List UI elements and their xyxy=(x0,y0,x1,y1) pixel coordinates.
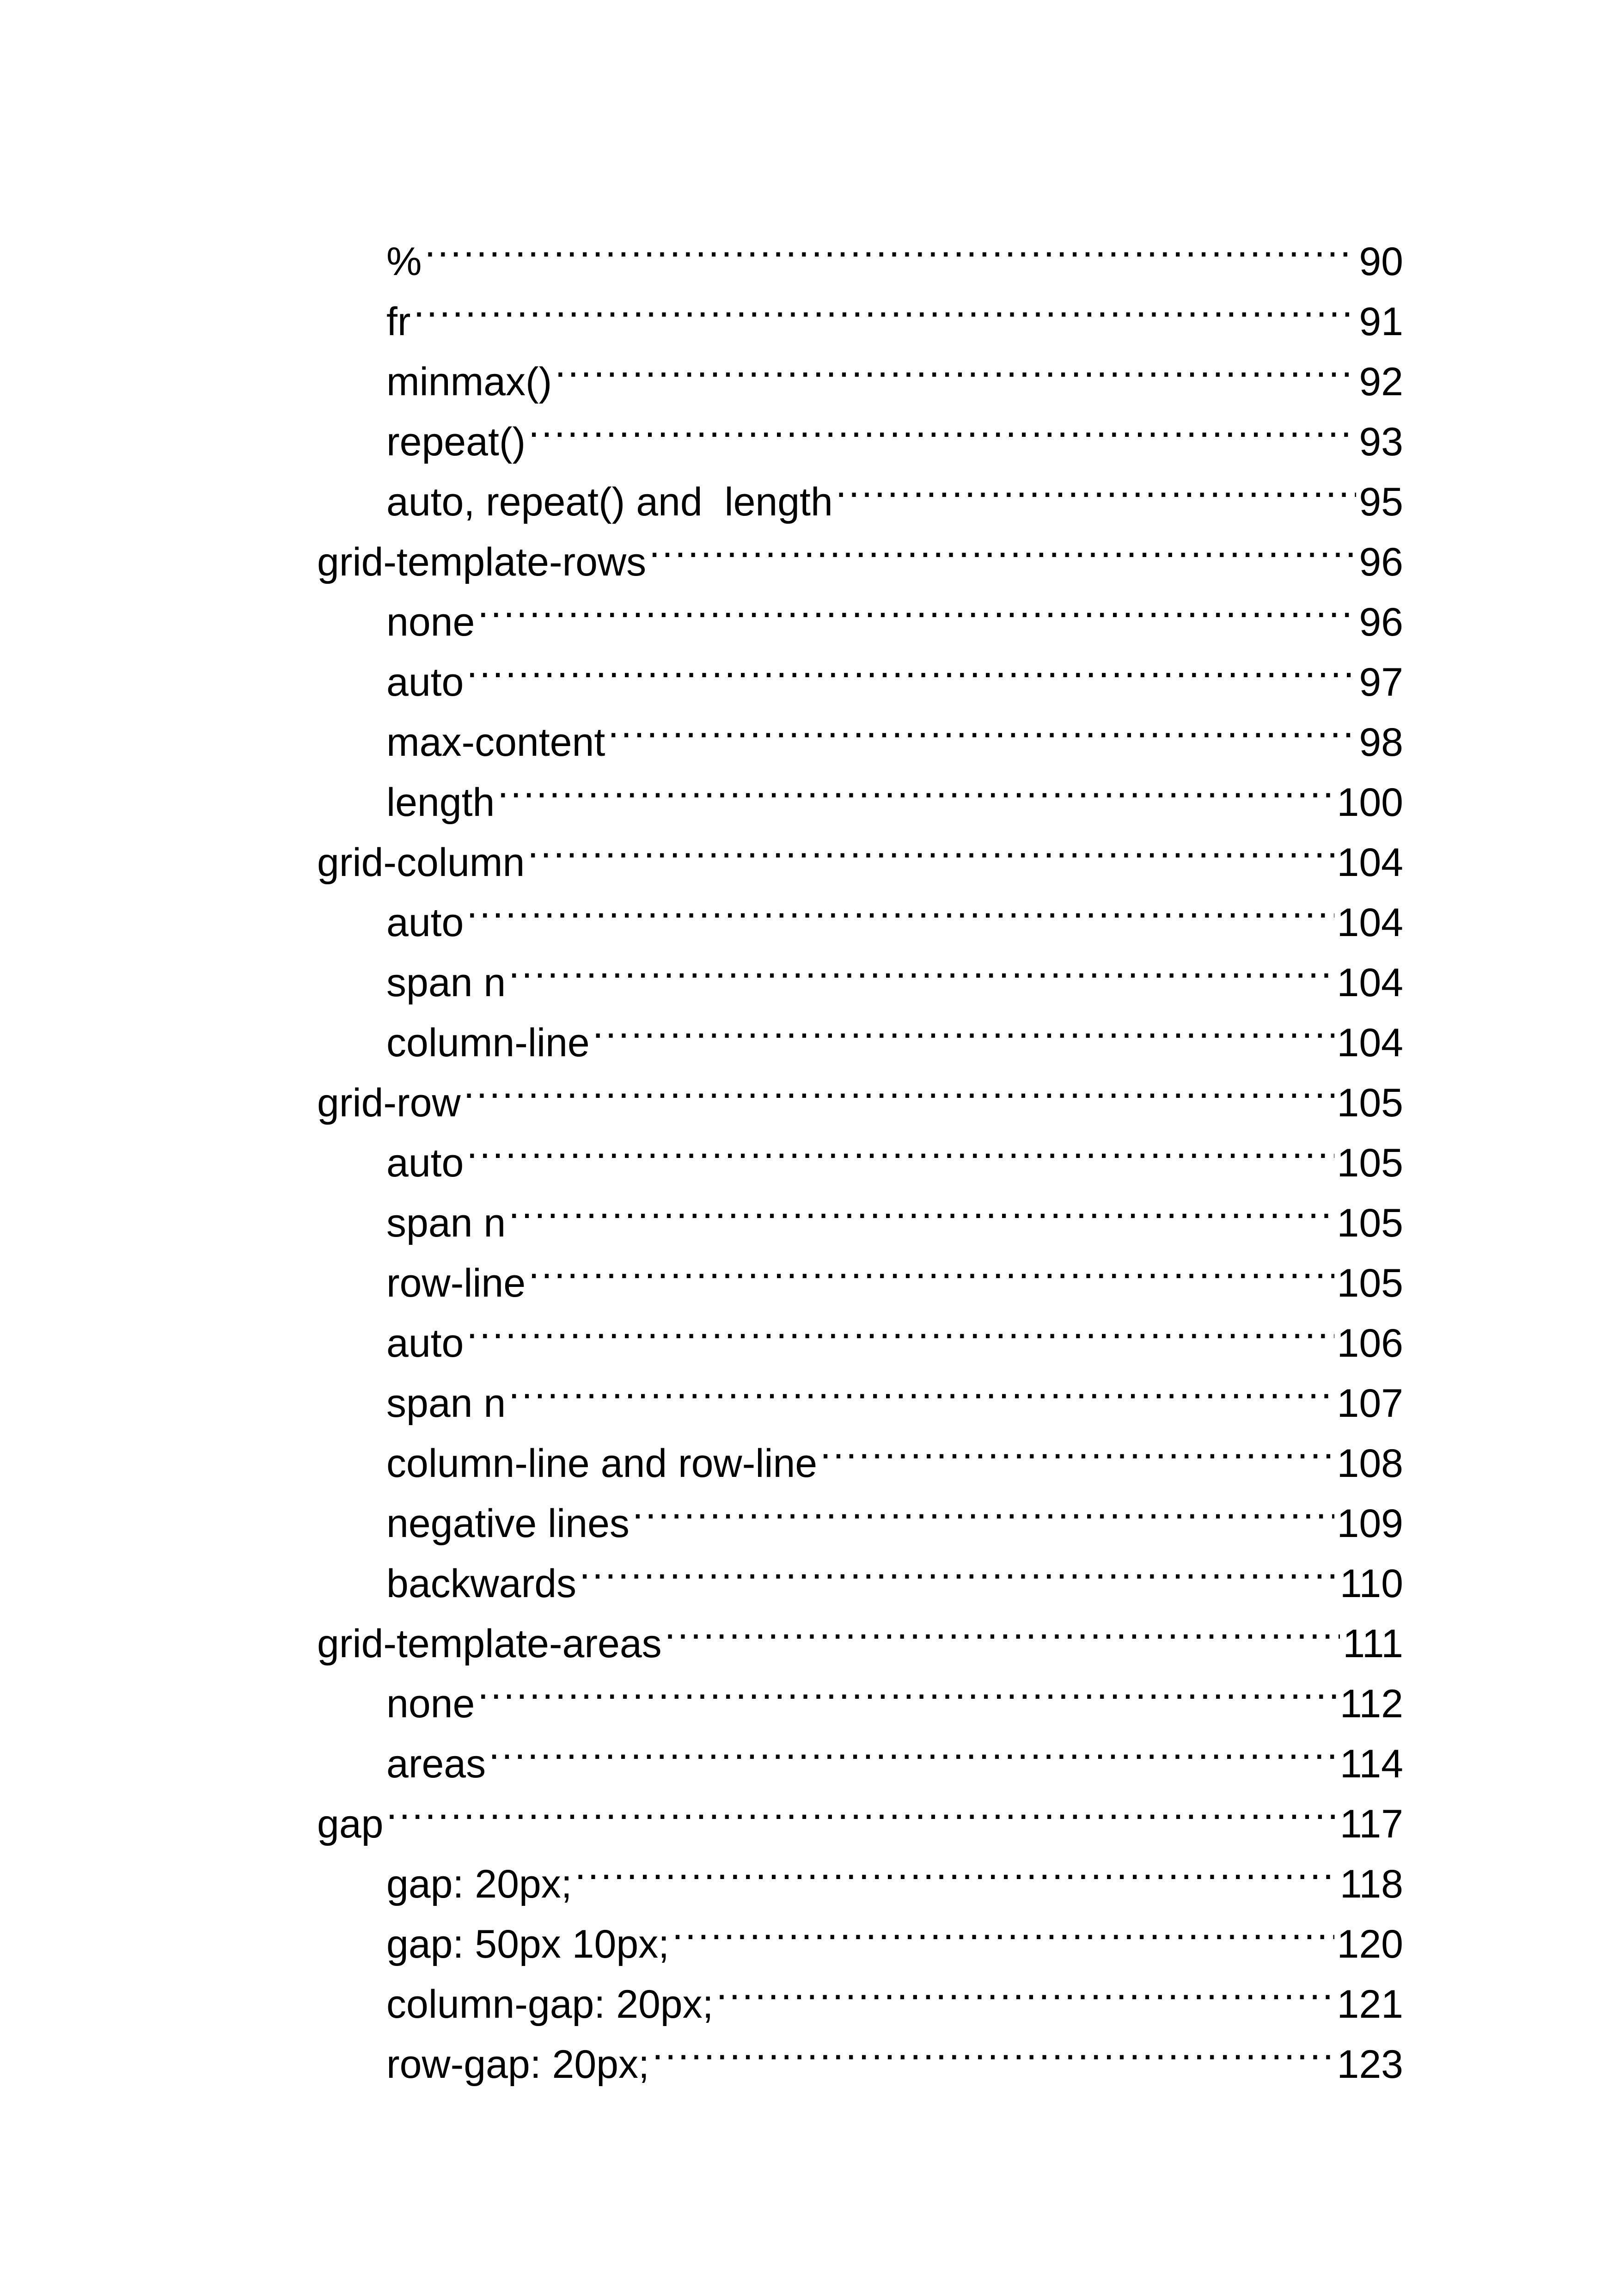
toc-entry[interactable] xyxy=(317,275,1403,344)
dot-leader xyxy=(716,1958,1334,2018)
toc-entry-label: areas xyxy=(386,1742,486,1786)
toc-page-number: 120 xyxy=(1337,1922,1403,1966)
dot-leader xyxy=(466,1297,1334,1357)
toc-entry-label: max-content xyxy=(386,720,605,765)
toc-entry-label: gap xyxy=(317,1802,384,1846)
toc-page-number: 107 xyxy=(1337,1381,1403,1426)
toc-page-number: 90 xyxy=(1359,239,1403,284)
toc-page-number: 98 xyxy=(1359,720,1403,765)
dot-leader xyxy=(672,1898,1334,1958)
toc-entry-label: % xyxy=(386,239,422,284)
dot-leader xyxy=(386,1777,1337,1837)
toc-page-number: 104 xyxy=(1337,961,1403,1005)
dot-leader xyxy=(466,876,1334,936)
toc-entry-label: auto xyxy=(386,660,464,704)
dot-leader xyxy=(477,1657,1337,1717)
toc-page-number: 96 xyxy=(1359,600,1403,644)
toc-entry[interactable] xyxy=(317,576,1403,644)
toc-entry-label: column-line and row-line xyxy=(386,1441,818,1486)
dot-leader xyxy=(477,576,1356,636)
toc-entry[interactable] xyxy=(317,876,1403,945)
toc-entry-label: length xyxy=(386,780,495,825)
dot-leader xyxy=(489,1717,1337,1777)
toc-page-number: 121 xyxy=(1337,1982,1403,2027)
toc-entry[interactable] xyxy=(317,1657,1403,1726)
toc-page-number: 114 xyxy=(1339,1742,1403,1786)
dot-leader xyxy=(464,1056,1334,1116)
toc-section-entry[interactable] xyxy=(317,1056,1403,1125)
toc-page-number: 117 xyxy=(1339,1802,1403,1846)
toc-entry-label: negative lines xyxy=(386,1501,630,1546)
dot-leader xyxy=(508,1357,1334,1417)
toc-entry[interactable] xyxy=(317,636,1403,704)
toc-entry-label: none xyxy=(386,1682,475,1726)
table-of-contents xyxy=(317,215,1403,2087)
dot-leader xyxy=(528,395,1356,455)
dot-leader xyxy=(579,1537,1337,1597)
toc-page-number: 105 xyxy=(1337,1141,1403,1185)
toc-page-number: 92 xyxy=(1359,360,1403,404)
toc-page-number: 95 xyxy=(1359,480,1403,524)
toc-entry-label: backwards xyxy=(386,1561,577,1606)
toc-entry-label: grid-row xyxy=(317,1081,461,1125)
toc-page-number: 105 xyxy=(1337,1081,1403,1125)
toc-entry-label: auto xyxy=(386,1321,464,1365)
toc-entry-label: auto xyxy=(386,1141,464,1185)
dot-leader xyxy=(649,515,1356,576)
dot-leader xyxy=(593,996,1334,1056)
toc-entry-label: column-gap: 20px; xyxy=(386,1982,714,2027)
toc-page-number: 97 xyxy=(1359,660,1403,704)
dot-leader xyxy=(665,1597,1340,1657)
toc-page-number: 93 xyxy=(1359,420,1403,464)
toc-entry-label: span n xyxy=(386,1381,506,1426)
dot-leader xyxy=(497,756,1334,816)
dot-leader xyxy=(466,636,1356,696)
toc-page-number: 104 xyxy=(1337,1021,1403,1065)
toc-entry[interactable] xyxy=(317,1297,1403,1365)
toc-page-number: 104 xyxy=(1337,900,1403,945)
toc-page-number: 105 xyxy=(1337,1201,1403,1245)
toc-entry[interactable] xyxy=(317,1717,1403,1786)
toc-section-entry[interactable] xyxy=(317,1777,1403,1846)
toc-entry[interactable] xyxy=(317,936,1403,1005)
dot-leader xyxy=(632,1477,1334,1537)
toc-page-number: 110 xyxy=(1339,1561,1403,1606)
toc-entry[interactable] xyxy=(317,1357,1403,1426)
toc-page-number: 112 xyxy=(1339,1682,1403,1726)
dot-leader xyxy=(652,2018,1334,2078)
toc-page-number: 104 xyxy=(1337,840,1403,885)
toc-entry-label: grid-template-rows xyxy=(317,540,647,584)
dot-leader xyxy=(528,1237,1334,1297)
toc-page-number: 106 xyxy=(1337,1321,1403,1365)
toc-entry[interactable] xyxy=(317,215,1403,284)
toc-page-number: 96 xyxy=(1359,540,1403,584)
toc-page-number: 111 xyxy=(1343,1622,1403,1666)
toc-entry-label: fr xyxy=(386,300,411,344)
toc-entry-label: grid-template-areas xyxy=(317,1622,662,1666)
toc-entry-label: column-line xyxy=(386,1021,590,1065)
toc-page-number: 123 xyxy=(1337,2042,1403,2087)
toc-page-number: 109 xyxy=(1337,1501,1403,1546)
toc-page-number: 91 xyxy=(1359,300,1403,344)
dot-leader xyxy=(508,1176,1334,1237)
toc-page-number: 105 xyxy=(1337,1261,1403,1305)
toc-entry-label: gap: 50px 10px; xyxy=(386,1922,670,1966)
toc-entry[interactable] xyxy=(317,1837,1403,1906)
toc-entry-label: none xyxy=(386,600,475,644)
toc-entry[interactable] xyxy=(317,696,1403,765)
toc-entry[interactable] xyxy=(317,1176,1403,1245)
toc-entry[interactable] xyxy=(317,1116,1403,1185)
toc-entry-label: auto, repeat() and length xyxy=(386,480,833,524)
dot-leader xyxy=(527,816,1334,876)
dot-leader xyxy=(424,215,1356,275)
toc-entry-label: grid-column xyxy=(317,840,525,885)
dot-leader xyxy=(836,455,1357,515)
toc-entry-label: minmax() xyxy=(386,360,552,404)
toc-page-number: 118 xyxy=(1339,1862,1403,1906)
toc-entry-label: repeat() xyxy=(386,420,526,464)
toc-entry-label: gap: 20px; xyxy=(386,1862,572,1906)
dot-leader xyxy=(414,275,1357,335)
toc-entry-label: span n xyxy=(386,1201,506,1245)
dot-leader xyxy=(555,335,1356,395)
toc-entry-label: span n xyxy=(386,961,506,1005)
toc-entry-label: row-gap: 20px; xyxy=(386,2042,649,2087)
toc-entry[interactable] xyxy=(317,335,1403,404)
dot-leader xyxy=(466,1116,1334,1176)
dot-leader xyxy=(608,696,1356,756)
toc-entry-label: row-line xyxy=(386,1261,526,1305)
toc-entry-label: auto xyxy=(386,900,464,945)
dot-leader xyxy=(508,936,1334,996)
toc-page-number: 100 xyxy=(1337,780,1403,825)
toc-page-number: 108 xyxy=(1337,1441,1403,1486)
dot-leader xyxy=(820,1417,1334,1477)
dot-leader xyxy=(575,1837,1337,1898)
